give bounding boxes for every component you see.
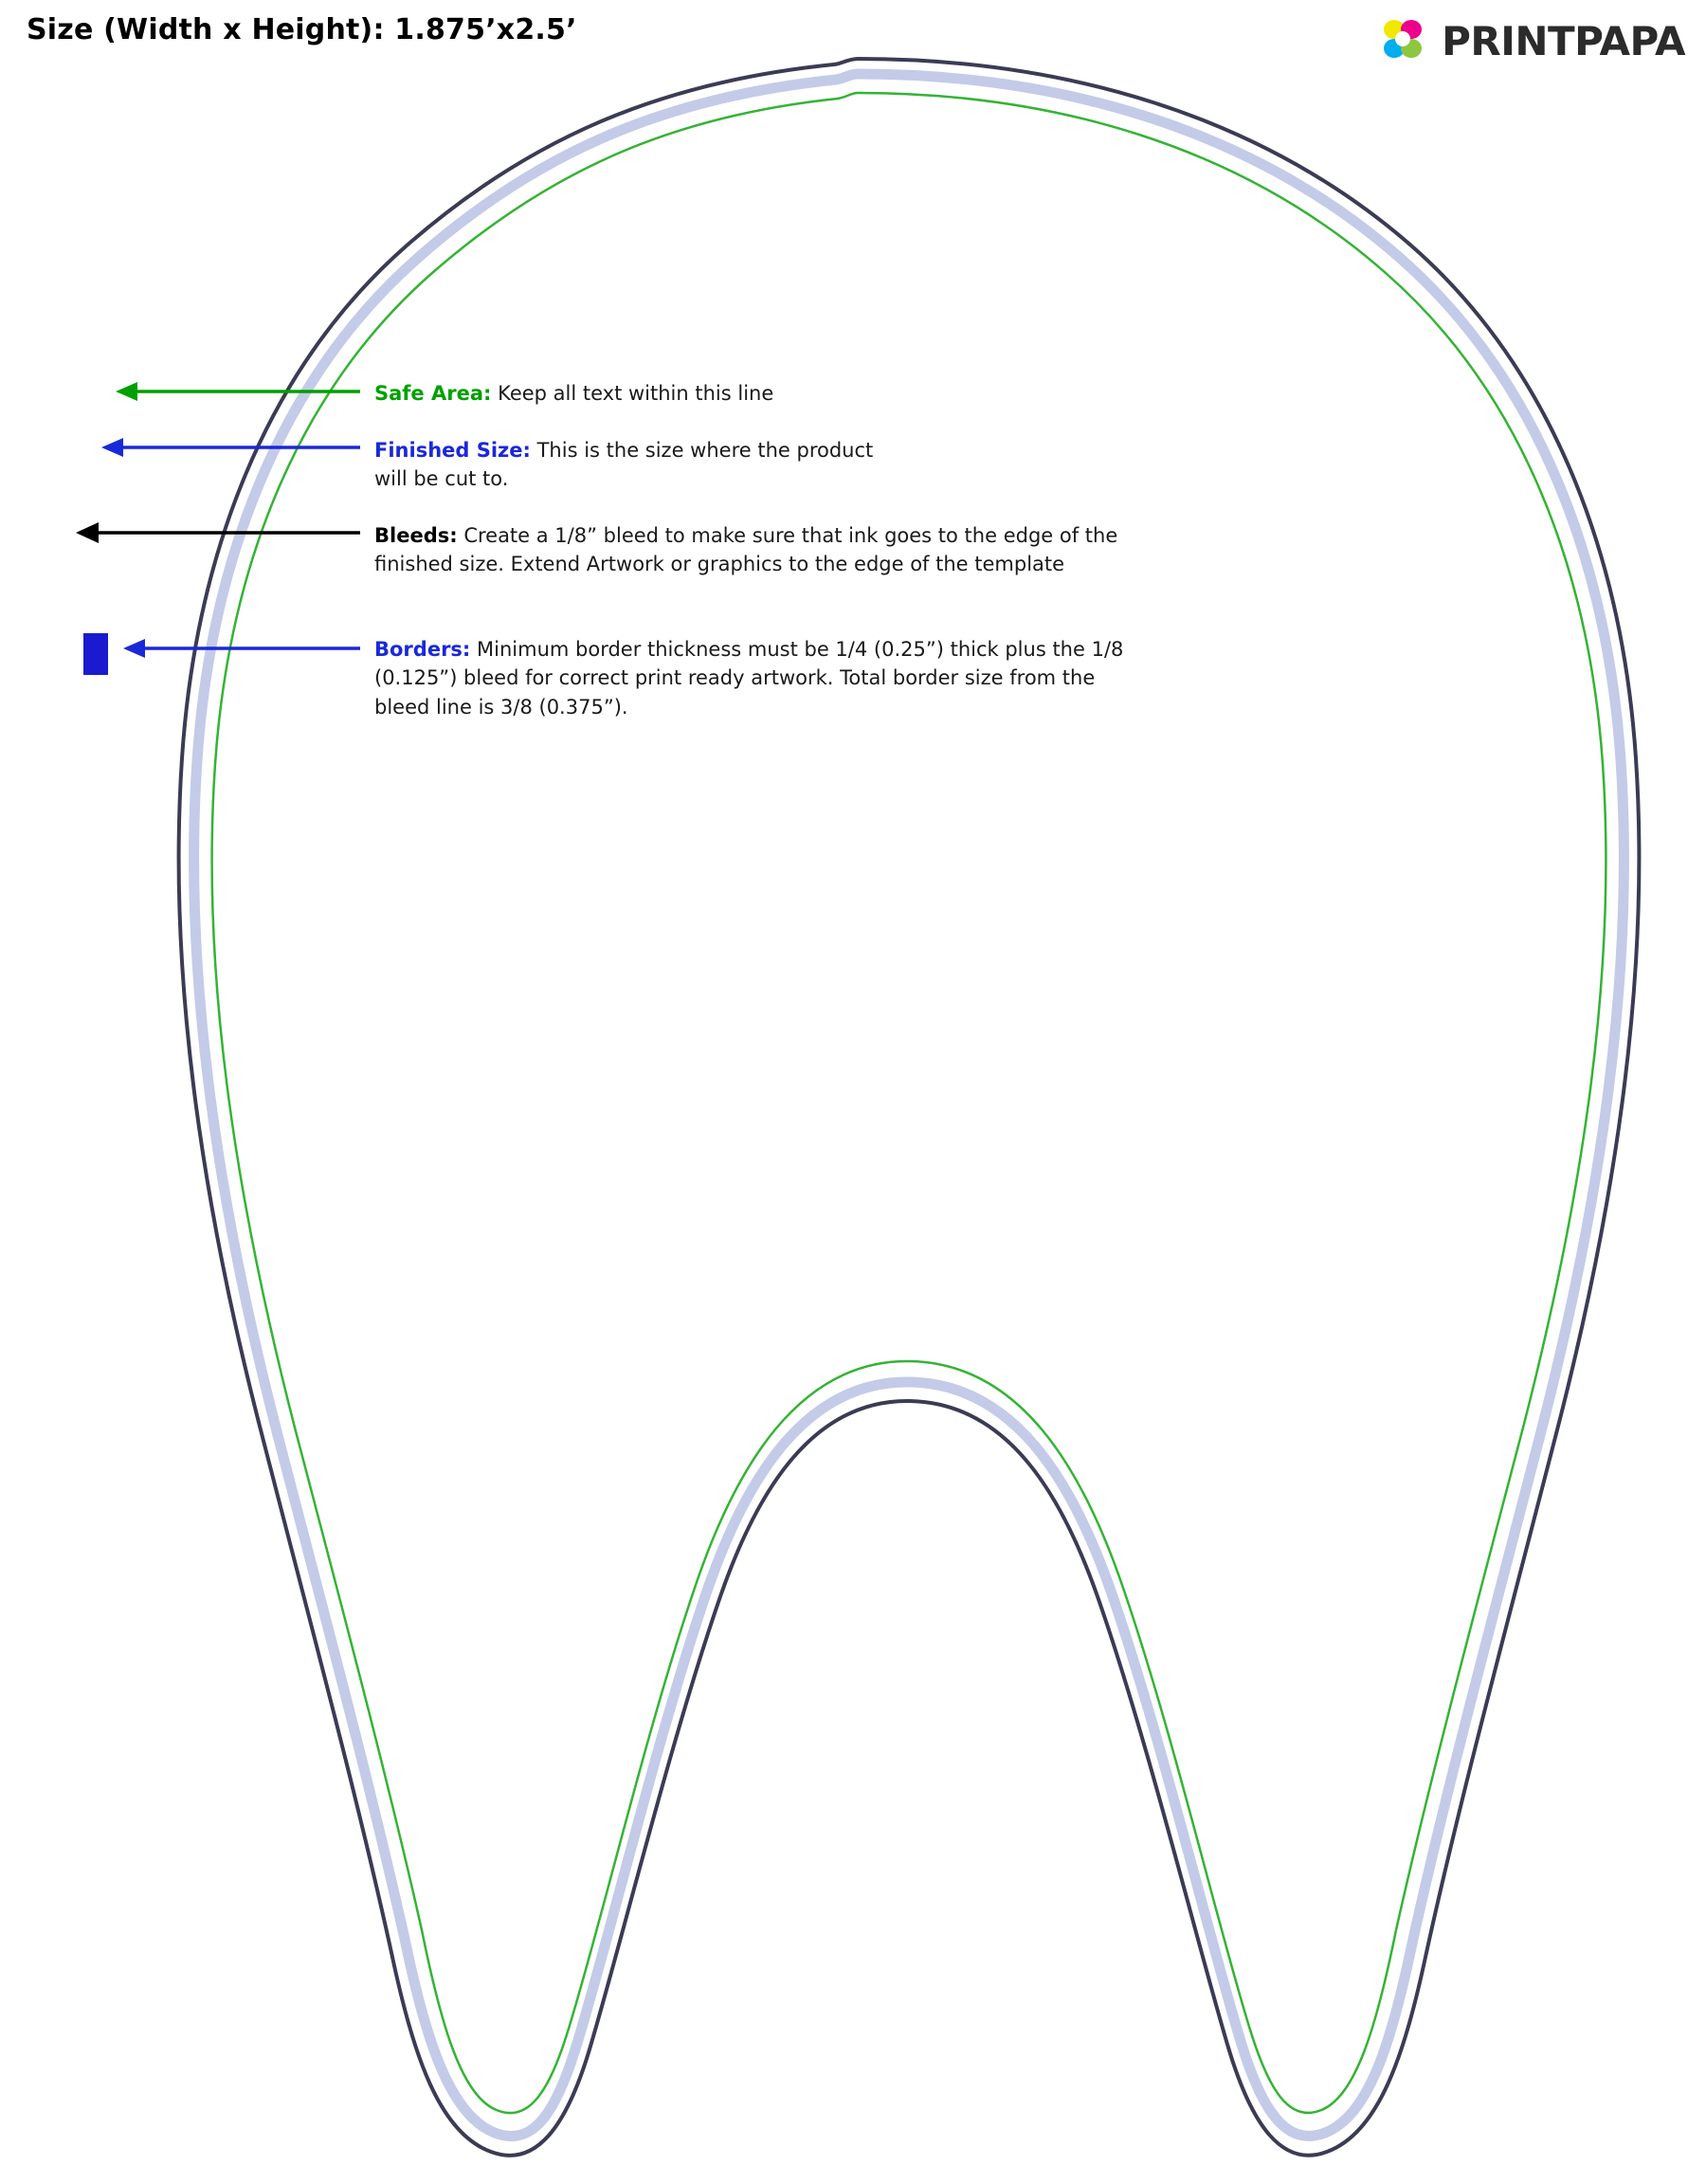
- callout-borders-text: Minimum border thickness must be 1/4 (0.25”) thick plus the 1/8 (0.125”) bleed for correct print ready artwork. Total border size from the bleed line is 3/8 (0.375”).: [374, 638, 1124, 719]
- border-thickness-swatch: [83, 633, 108, 675]
- callout-safe-area-text: Keep all text within this line: [498, 382, 774, 405]
- callout-borders-label: Borders:: [374, 638, 471, 661]
- brand-name: PRINTPAPA: [1442, 18, 1685, 64]
- callout-finished-size-label: Finished Size:: [374, 439, 531, 462]
- callout-safe-area: [374, 379, 962, 408]
- bleed-line: [179, 59, 1640, 2156]
- callout-bleeds-text: Create a 1/8” bleed to make sure that ink goes to the edge of the finished size. Extend Artwork or graphics to the edge of the template: [374, 524, 1118, 576]
- page-title: Size (Width x Height): 1.875’x2.5’: [27, 13, 577, 46]
- callout-finished-size-text: This is the size where the product will be cut to.: [374, 439, 874, 491]
- callout-bleeds-label: Bleeds:: [374, 524, 458, 547]
- callout-borders: [374, 635, 1152, 721]
- callout-bleeds: [374, 521, 1142, 579]
- callout-safe-area-label: Safe Area:: [374, 382, 492, 405]
- callout-finished-size: [374, 436, 886, 494]
